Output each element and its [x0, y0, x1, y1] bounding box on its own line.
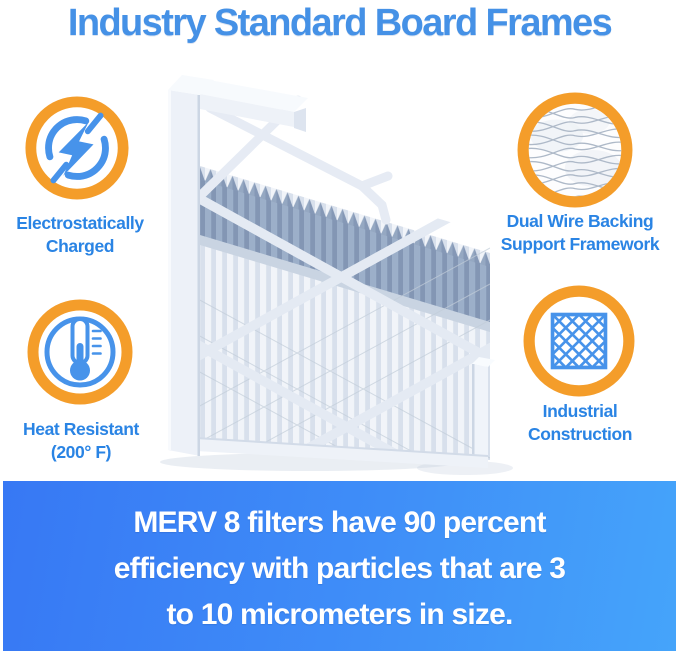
wire-mesh-icon	[516, 91, 634, 209]
feature-label-line: Dual Wire Backing	[506, 211, 654, 231]
lightning-bolt-icon	[23, 94, 131, 202]
lattice-grid-icon	[522, 284, 636, 398]
thermometer-icon	[26, 298, 134, 406]
air-filter-illustration	[150, 62, 522, 476]
electrostatically-charged-badge	[23, 94, 131, 207]
feature-label-line: Electrostatically	[16, 213, 144, 233]
heat-resistant-badge	[26, 298, 134, 411]
page-title: Industry Standard Board Frames	[67, 2, 612, 44]
feature-label-line: Industrial	[542, 401, 618, 421]
electrostatically-charged-label	[0, 212, 165, 258]
heat-resistant-label	[0, 418, 167, 464]
feature-label-line: Heat Resistant	[23, 419, 139, 439]
industrial-construction-badge	[522, 284, 636, 403]
feature-label-line: (200° F)	[50, 442, 112, 462]
banner-line: to 10 micrometers in size.	[166, 598, 513, 631]
air-filter-svg	[150, 62, 522, 476]
feature-label-line: Charged	[45, 236, 115, 256]
feature-label-line: Construction	[527, 424, 633, 444]
banner-line: MERV 8 filters have 90 percent	[133, 506, 546, 539]
feature-label-line: Support Framework	[500, 234, 660, 254]
info-banner	[3, 481, 676, 651]
banner-line: efficiency with particles that are 3	[113, 552, 566, 585]
dual-wire-backing-badge	[516, 91, 634, 214]
